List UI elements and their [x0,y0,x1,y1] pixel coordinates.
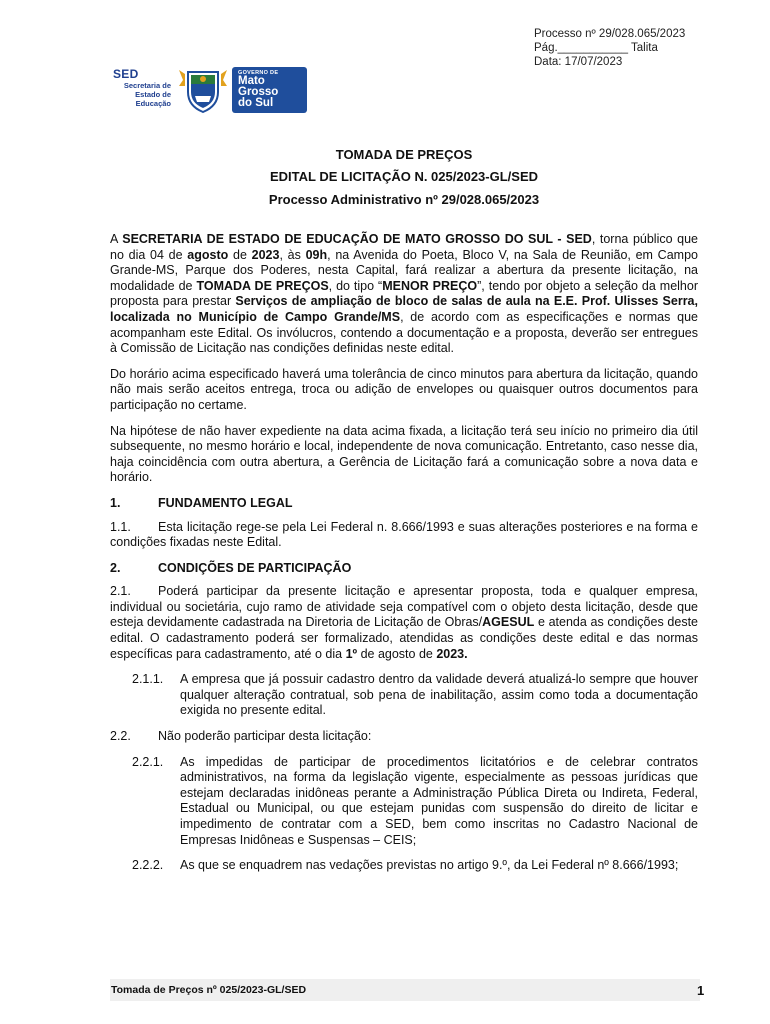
sed-sub-line: Secretaria de [123,81,171,90]
item-text: Não poderão participar desta licitação: [158,729,372,744]
item-2-2 [110,729,698,745]
sed-logo [111,66,179,114]
title-processo: Processo Administrativo nº 29/028.065/2023 [268,192,540,207]
item-2-1 [110,584,698,662]
text-span: A [110,232,123,246]
text-bold: 09h [305,247,328,262]
text-span: e atenda as condições deste edital. O cadastramento poderá ser formalizado, atendidas as condições deste edital e das normas específicas para cadastramento, até o dia [110,615,698,661]
item-text: A empresa que já possuir cadastro dentro da validade deverá atualizá-lo sempre que houver qualquer alteração contratual, sob pena de inabilitação, assim como toda a documentação exigida no presente edital. [180,672,698,718]
text-span: , do tipo “ [328,278,383,293]
process-number: Processo nº 29/028.065/2023 [534,28,686,40]
holiday-paragraph: Na hipótese de não haver expediente na data acima fixada, a licitação terá seu início no primeiro dia útil subsequente, no mesmo horário e local, independente de nova comunicação. Entretanto, caso nesse dia, haja coincidência com outra abertura, a Gerência de Licitação fará a comunicação sobre a nova data e horário. [110,423,698,485]
text-span: , na Avenida do Poeta, Bloco V, na Sala de Reunião, em Campo Grande-MS, Parque dos Poderes, nesta Capital, fará realizar a abertura da presente licitação, na modalidade de [110,247,698,293]
gov-logo-line: do Sul [238,97,274,109]
text-bold: MENOR PREÇO [382,278,478,293]
text-span: Poderá participar da presente licitação e apresentar proposta, toda e qualquer empresa, individual ou societária, cujo ramo de atividade seja compatível com o objeto desta licitação, desde que esteja devidamente cadastrada na Diretoria de Licitação de Obras/ [110,584,698,630]
tolerance-paragraph: Do horário acima especificado haverá uma tolerância de cinco minutos para abertura da licitação, quando não mais serão aceitos entrega, troca ou adição de envelopes ou quaisquer outros documentos para participação no certame. [110,366,698,412]
section-1-heading [110,496,698,512]
title-tomada-precos: TOMADA DE PREÇOS [335,147,473,162]
text-span: de [228,247,252,262]
logos [111,66,307,114]
item-number: 1.1. [110,519,131,534]
item-2-2-2 [132,858,698,874]
document-body [110,232,698,884]
item-number: 2.2.2. [132,858,164,873]
text-span: , torna público que no dia 04 de [110,232,698,262]
text-bold: agosto [187,247,229,262]
text-bold: SECRETARIA DE ESTADO DE EDUCAÇÃO DE MATO GROSSO DO SUL - SED [122,232,592,246]
page-field: Pág.___________ Talita [534,42,658,54]
gov-logo-line: Mato [238,75,265,87]
item-number: 2.2.1. [132,754,164,769]
coat-of-arms-icon [175,66,231,114]
section-number: 1. [110,495,121,510]
item-text: As que se enquadrem nas vedações previstas no artigo 9.º, da Lei Federal nº 8.666/1993; [180,858,679,873]
intro-paragraph [110,232,698,357]
government-logo [232,67,307,113]
process-header [534,27,685,69]
text-bold: 1º [345,646,358,661]
item-number: 2.2. [110,729,131,744]
text-bold: 2023. [436,646,468,661]
section-number: 2. [110,560,121,575]
title-edital: EDITAL DE LICITAÇÃO N. 025/2023-GL/SED [270,169,538,184]
text-span: , de acordo com as especificações e normas que acompanham este Edital. Os invólucros, contendo a documentação e a proposta, deverão ser entregues à Comissão de Licitação nas condições definidas neste edital. [110,309,698,356]
text-span: , às [279,247,306,262]
gov-logo-line: Grosso [238,86,279,98]
page-number: 1 [697,983,705,998]
item-text: Esta licitação rege-se pela Lei Federal n. 8.666/1993 e suas alterações posteriores e na forma e condições fixadas neste Edital. [110,519,698,550]
text-span: de agosto de [357,646,437,661]
section-title: FUNDAMENTO LEGAL [158,495,293,510]
item-2-1-1 [132,672,698,719]
text-bold: AGESUL [482,615,535,630]
text-bold: 2023 [251,247,280,262]
item-2-2-1 [132,755,698,849]
item-number: 2.1.1. [132,672,164,687]
text-bold: Serviços de ampliação de bloco de salas de aula na E.E. Prof. Ulisses Serra, localizada no Município de Campo Grande/MS [110,294,698,324]
item-text: As impedidas de participar de procedimentos licitatórios e de celebrar contratos administrativos, na forma da legislação vigente, especialmente as pessoas jurídicas que estejam declaradas inidôneas perante a Administração Pública Direta ou Indireta, Federal, Estadual ou Municipal, ou que estejam punidas com suspensão do direito de licitar e impedimento de contratar com a SED, bem como inscritas no Cadastro Nacional de Empresas Inidôneas e Suspensas – CEIS; [180,754,698,847]
sed-sub-line: Estado de [135,90,171,99]
gov-logo-name [238,76,278,109]
section-title: CONDIÇÕES DE PARTICIPAÇÃO [158,560,352,575]
gov-logo-small: GOVERNO DE [238,70,279,76]
item-number: 2.1. [110,584,131,599]
sed-sub-line: Educação [135,99,171,108]
date-field: Data: 17/07/2023 [534,56,623,68]
item-1-1 [110,520,698,551]
footer-text: Tomada de Preços nº 025/2023-GL/SED [111,984,307,996]
text-bold: TOMADA DE PREÇOS [196,278,329,293]
sed-logo-subtitle [113,81,171,108]
sed-logo-title: SED [113,67,139,81]
section-2-heading [110,561,698,577]
text-span: ”, tendo por objeto a seleção da melhor proposta para prestar [110,278,698,309]
